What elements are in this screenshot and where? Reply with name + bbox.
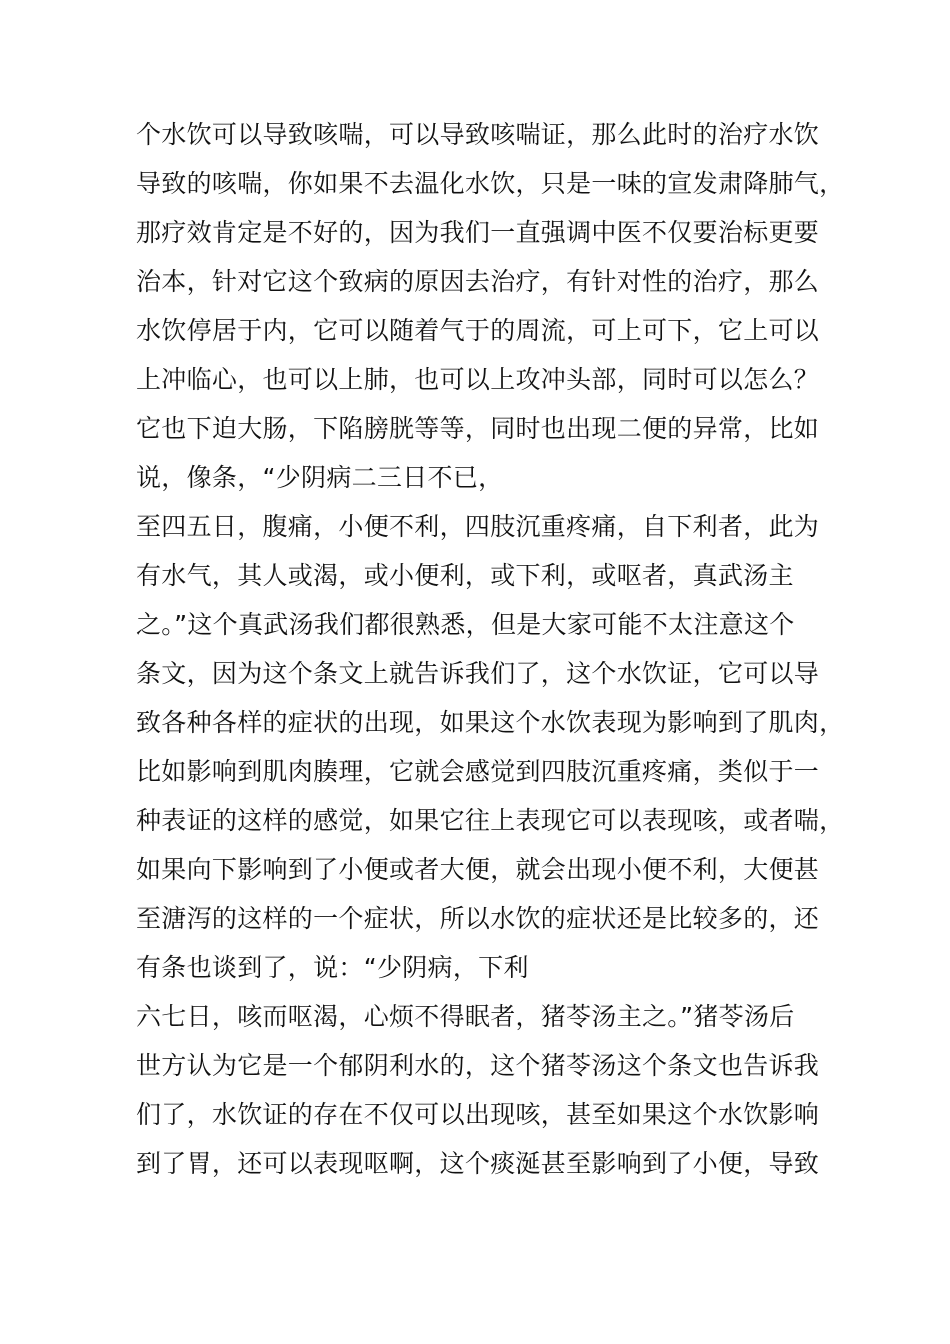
document-body-text (136, 110, 856, 1188)
text-line: 有水气，其人或渴，或小便利，或下利，或呕者，真武汤主 (136, 561, 794, 590)
text-line: 至四五日，腹痛，小便不利，四肢沉重疼痛，自下利者，此为 (136, 512, 820, 541)
text-line: 那疗效肯定是不好的，因为我们一直强调中医不仅要治标更要 (136, 218, 820, 247)
text-line: 导致的咳喘，你如果不去温化水饮，只是一味的宣发肃降肺气， (136, 169, 845, 198)
text-line: 至溏泻的这样的一个症状，所以水饮的症状还是比较多的，还 (136, 904, 820, 933)
text-line: 种表证的这样的感觉，如果它往上表现它可以表现咳，或者喘， (136, 806, 845, 835)
text-line: 们了，水饮证的存在不仅可以出现咳，甚至如果这个水饮影响 (136, 1100, 820, 1129)
text-line: 它也下迫大肠，下陷膀胱等等，同时也出现二便的异常，比如 (136, 414, 820, 443)
text-line: 说，像条，“少阴病二三日不已， (136, 463, 504, 492)
text-line: 之。”这个真武汤我们都很熟悉，但是大家可能不太注意这个 (136, 610, 795, 639)
text-line: 到了胃，还可以表现呕啊，这个痰涎甚至影响到了小便，导致 (136, 1149, 820, 1178)
text-line: 如果向下影响到了小便或者大便，就会出现小便不利，大便甚 (136, 855, 820, 884)
text-line: 六七日，咳而呕渴，心烦不得眠者，猪苓汤主之。”猪苓汤后 (136, 1002, 795, 1031)
text-line: 有条也谈到了，说：“少阴病，下利 (136, 953, 529, 982)
text-line: 个水饮可以导致咳喘，可以导致咳喘证，那么此时的治疗水饮 (136, 120, 820, 149)
text-line: 治本，针对它这个致病的原因去治疗，有针对性的治疗，那么 (136, 267, 820, 296)
text-line: 条文，因为这个条文上就告诉我们了，这个水饮证，它可以导 (136, 659, 820, 688)
text-line: 世方认为它是一个郁阴利水的，这个猪苓汤这个条文也告诉我 (136, 1051, 820, 1080)
text-line: 水饮停居于内，它可以随着气于的周流，可上可下，它上可以 (136, 316, 820, 345)
text-line: 比如影响到肌肉腠理，它就会感觉到四肢沉重疼痛，类似于一 (136, 757, 820, 786)
text-line: 上冲临心，也可以上肺，也可以上攻冲头部，同时可以怎么？ (136, 365, 820, 394)
text-line: 致各种各样的症状的出现，如果这个水饮表现为影响到了肌肉， (136, 708, 845, 737)
